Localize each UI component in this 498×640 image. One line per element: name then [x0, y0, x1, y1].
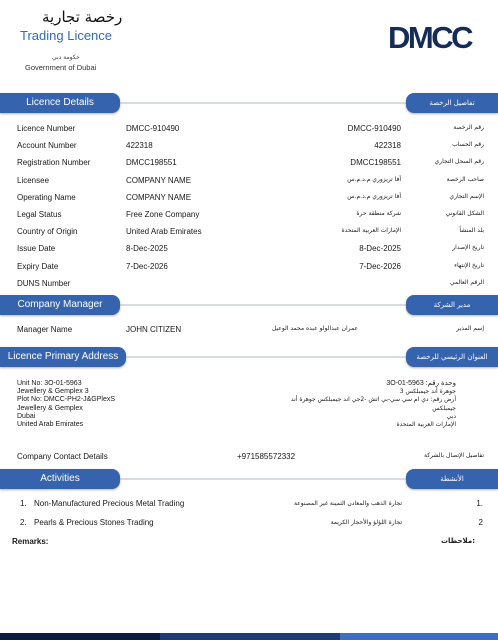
detail-value: COMPANY NAME: [126, 175, 192, 185]
licence-title: Trading Licence: [20, 28, 113, 43]
activity-name: Non-Manufactured Precious Metal Trading: [34, 499, 185, 508]
detail-value: Free Zone Company: [126, 210, 200, 219]
activity-number-arabic: 2: [478, 518, 483, 527]
detail-label: Account Number: [17, 141, 77, 151]
footer-strip-segment: [0, 633, 160, 640]
detail-row: [0, 141, 498, 155]
detail-label: Licensee: [17, 175, 50, 185]
detail-label: Licence Number: [17, 124, 76, 133]
detail-row: [0, 124, 498, 138]
detail-value-arabic: DMCC-910490: [347, 124, 401, 133]
contact-details-label-arabic: تفاصيل الإتصال بالشركة: [423, 452, 484, 459]
detail-value: 8-Dec-2025: [126, 244, 168, 254]
detail-value-arabic: 7-Dec-2026: [359, 261, 401, 271]
activity-number-arabic: 1.: [476, 499, 483, 508]
contact-row: [0, 452, 498, 466]
detail-label-arabic: رقم الحساب: [452, 141, 484, 149]
detail-label: Issue Date: [17, 244, 56, 254]
detail-value-arabic: أفا تريزوري م.د.م.س: [347, 192, 401, 200]
detail-label-arabic: تاريخ الإصدار: [452, 244, 484, 252]
manager-name-label-arabic: إسم المدير: [456, 325, 484, 332]
contact-details-value: +971585572332: [237, 452, 296, 461]
detail-value-arabic: الإمارات العربية المتحدة: [341, 227, 401, 235]
activity-number: 1.: [20, 499, 27, 508]
remarks-label: Remarks:: [12, 537, 49, 546]
address-line: Unit No: 3O-01-5963: [17, 380, 82, 387]
government-label: Government of Dubai: [25, 63, 97, 72]
detail-row: [0, 262, 498, 276]
detail-label-arabic: الشكل القانوني: [445, 210, 484, 217]
address-line: Jewellery & Gemplex: [17, 404, 83, 412]
detail-label-arabic: صاحب الرخصة: [446, 175, 484, 183]
footer-strip-segment: [160, 633, 340, 640]
detail-row: [0, 279, 498, 293]
detail-label: DUNS Number: [17, 278, 71, 288]
detail-value: 422318: [126, 141, 153, 151]
detail-row: [0, 158, 498, 172]
detail-row: [0, 176, 498, 190]
detail-value-arabic: DMCC198551: [350, 158, 401, 168]
contact-details-label: Company Contact Details: [17, 452, 108, 461]
detail-value: DMCC-910490: [126, 124, 180, 133]
detail-label: Legal Status: [17, 210, 62, 219]
activities-heading: Activities: [0, 469, 120, 489]
address-line-arabic: أرض رقم: دي ام سي سي-بي اتش -2جي اند جيمبلكس جوهرة أند: [290, 396, 456, 404]
address-line-arabic: 3O-01-5963 :وحدة رقم: [386, 380, 456, 387]
activity-number: 2.: [20, 518, 27, 527]
detail-label: Operating Name: [17, 192, 76, 202]
address-line-arabic: جوهرة أند جيمبلكس 3: [399, 388, 456, 396]
detail-label: Expiry Date: [17, 261, 59, 271]
activity-name-arabic: تجارة الذهب والمعادن الثمينة غير المصنوعة: [293, 500, 402, 507]
dmcc-logo: DMCC: [388, 20, 471, 55]
detail-label: Registration Number: [17, 158, 91, 168]
detail-value-arabic: شركة منطقة حرة: [356, 210, 401, 217]
remarks-label-arabic: ملاحظات:: [441, 537, 475, 545]
detail-label-arabic: الرقم العالمي: [449, 278, 484, 286]
activities-heading-arabic: الأنشطة: [406, 469, 498, 489]
address-line: United Arab Emirates: [17, 421, 84, 429]
activity-name-arabic: تجارة اللؤلؤ والأحجار الكريمة: [330, 519, 402, 526]
manager-row: [0, 325, 498, 339]
licence-details-heading-arabic: تفاصيل الرخصة: [406, 93, 498, 113]
licence-details-heading: Licence Details: [0, 93, 120, 113]
detail-label-arabic: بلد المنشأ: [459, 227, 484, 235]
activity-name: Pearls & Precious Stones Trading: [34, 518, 154, 527]
manager-name-value-arabic: عمران عبدالولو عبده محمد الوعيل: [271, 325, 358, 332]
detail-value: COMPANY NAME: [126, 192, 192, 202]
address-block-arabic: [291, 380, 456, 429]
primary-address-heading: Licence Primary Address: [0, 347, 126, 367]
detail-row: [0, 193, 498, 207]
government-label-arabic: حكومة دبي: [52, 54, 80, 61]
address-block: [17, 380, 115, 429]
company-manager-heading: Company Manager: [0, 295, 120, 315]
detail-row: [0, 210, 498, 224]
detail-label-arabic: رقم السجل التجاري: [434, 158, 484, 166]
company-manager-heading-arabic: مدير الشركة: [406, 295, 498, 315]
detail-value: DMCC198551: [126, 158, 177, 168]
detail-label: Country of Origin: [17, 227, 78, 237]
detail-label-arabic: تاريخ الإنتهاء: [454, 261, 484, 269]
detail-value: United Arab Emirates: [126, 227, 202, 237]
primary-address-heading-arabic: العنوان الرئيسي للرخصة: [406, 347, 498, 367]
address-line: Dubai: [17, 412, 36, 420]
detail-value-arabic: 8-Dec-2025: [359, 244, 401, 254]
licence-title-arabic: رخصة تجارية: [42, 8, 123, 26]
detail-value: 7-Dec-2026: [126, 261, 168, 271]
manager-name-value: JOHN CITIZEN: [126, 325, 182, 334]
footer-color-strip: [0, 633, 498, 640]
detail-value-arabic: 422318: [374, 141, 401, 151]
manager-name-label: Manager Name: [17, 325, 73, 334]
detail-row: [0, 244, 498, 258]
address-line-arabic: الإمارات العربية المتحدة: [396, 421, 456, 429]
address-line-arabic: جيمبلكس: [432, 404, 456, 412]
address-line-arabic: دبي: [446, 412, 456, 420]
address-line: Plot No: DMCC-PH2-J&GPlexS: [17, 396, 116, 404]
detail-label-arabic: رقم الرخصة: [453, 124, 484, 131]
detail-value-arabic: أفا تريزوري م.د.م.س: [347, 175, 401, 183]
detail-label-arabic: الإسم التجاري: [449, 192, 484, 200]
footer-strip-segment: [340, 633, 498, 640]
address-line: Jewellery & Gemplex 3: [17, 388, 89, 396]
detail-row: [0, 227, 498, 241]
